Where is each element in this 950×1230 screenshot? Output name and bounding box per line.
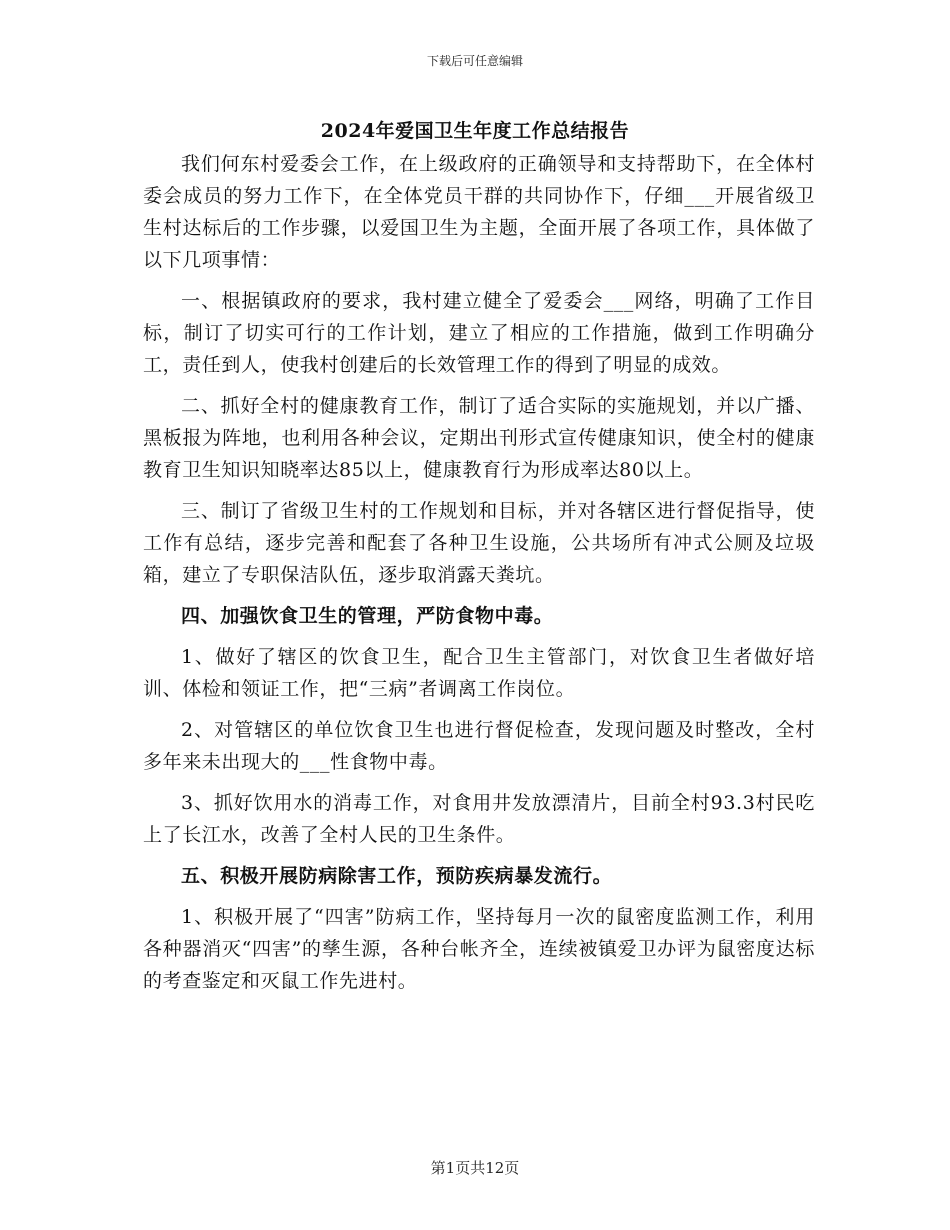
page-header-note: 下载后可任意编辑 — [426, 54, 523, 68]
section-2-paragraph: 二、抓好全村的健康教育工作，制订了适合实际的实施规划，并以广播、黑板报为阵地，也利用各种会议，定期出刊形式宣传健康知识，使全村的健康教育卫生知识知晓率达85以上，健康教育行为形成率达80以上。 — [143, 395, 815, 481]
section-4-heading: 四、加强饮食卫生的管理，严防食物中毒。 — [181, 605, 554, 627]
section-5-item-1: 1、积极开展了“四害”防病工作，坚持每月一次的鼠密度监测工作，利用各种器消灭“四害”的孳生源，各种台帐齐全，连续被镇爱卫办评为鼠密度达标的考查鉴定和灭鼠工作先进村。 — [143, 906, 815, 992]
section-4-item-2: 2、对管辖区的单位饮食卫生也进行督促检查，发现问题及时整改，全村多年来未出现大的___性食物中毒。 — [143, 719, 815, 773]
section-5-heading: 五、积极开展防病除害工作，预防疾病暴发流行。 — [181, 865, 613, 887]
document-body — [143, 148, 815, 997]
section-4-item-1: 1、做好了辖区的饮食卫生，配合卫生主管部门，对饮食卫生者做好培训、体检和领证工作，把“三病”者调离工作岗位。 — [143, 646, 815, 700]
document-title: 2024年爱国卫生年度工作总结报告 — [320, 120, 630, 142]
section-4-item-3: 3、抓好饮用水的消毒工作，对食用井发放漂清片，目前全村93.3村民吃上了长江水，改善了全村人民的卫生条件。 — [143, 792, 815, 846]
intro-paragraph: 我们何东村爱委会工作，在上级政府的正确领导和支持帮助下，在全体村委会成员的努力工作下，在全体党员干群的共同协作下，仔细___开展省级卫生村达标后的工作步骤，以爱国卫生为主题，全面开展了各项工作，具体做了以下几项事情： — [143, 153, 815, 271]
section-1-paragraph: 一、根据镇政府的要求，我村建立健全了爱委会___网络，明确了工作目标，制订了切实可行的工作计划，建立了相应的工作措施，做到工作明确分工，责任到人，使我村创建后的长效管理工作的得到了明显的成效。 — [143, 290, 815, 376]
section-3-paragraph: 三、制订了省级卫生村的工作规划和目标，并对各辖区进行督促指导，使工作有总结，逐步完善和配套了各种卫生设施，公共场所有冲式公厕及垃圾箱，建立了专职保洁队伍，逐步取消露天粪坑。 — [143, 500, 815, 586]
page-number: 第1页共12页 — [430, 1159, 520, 1177]
